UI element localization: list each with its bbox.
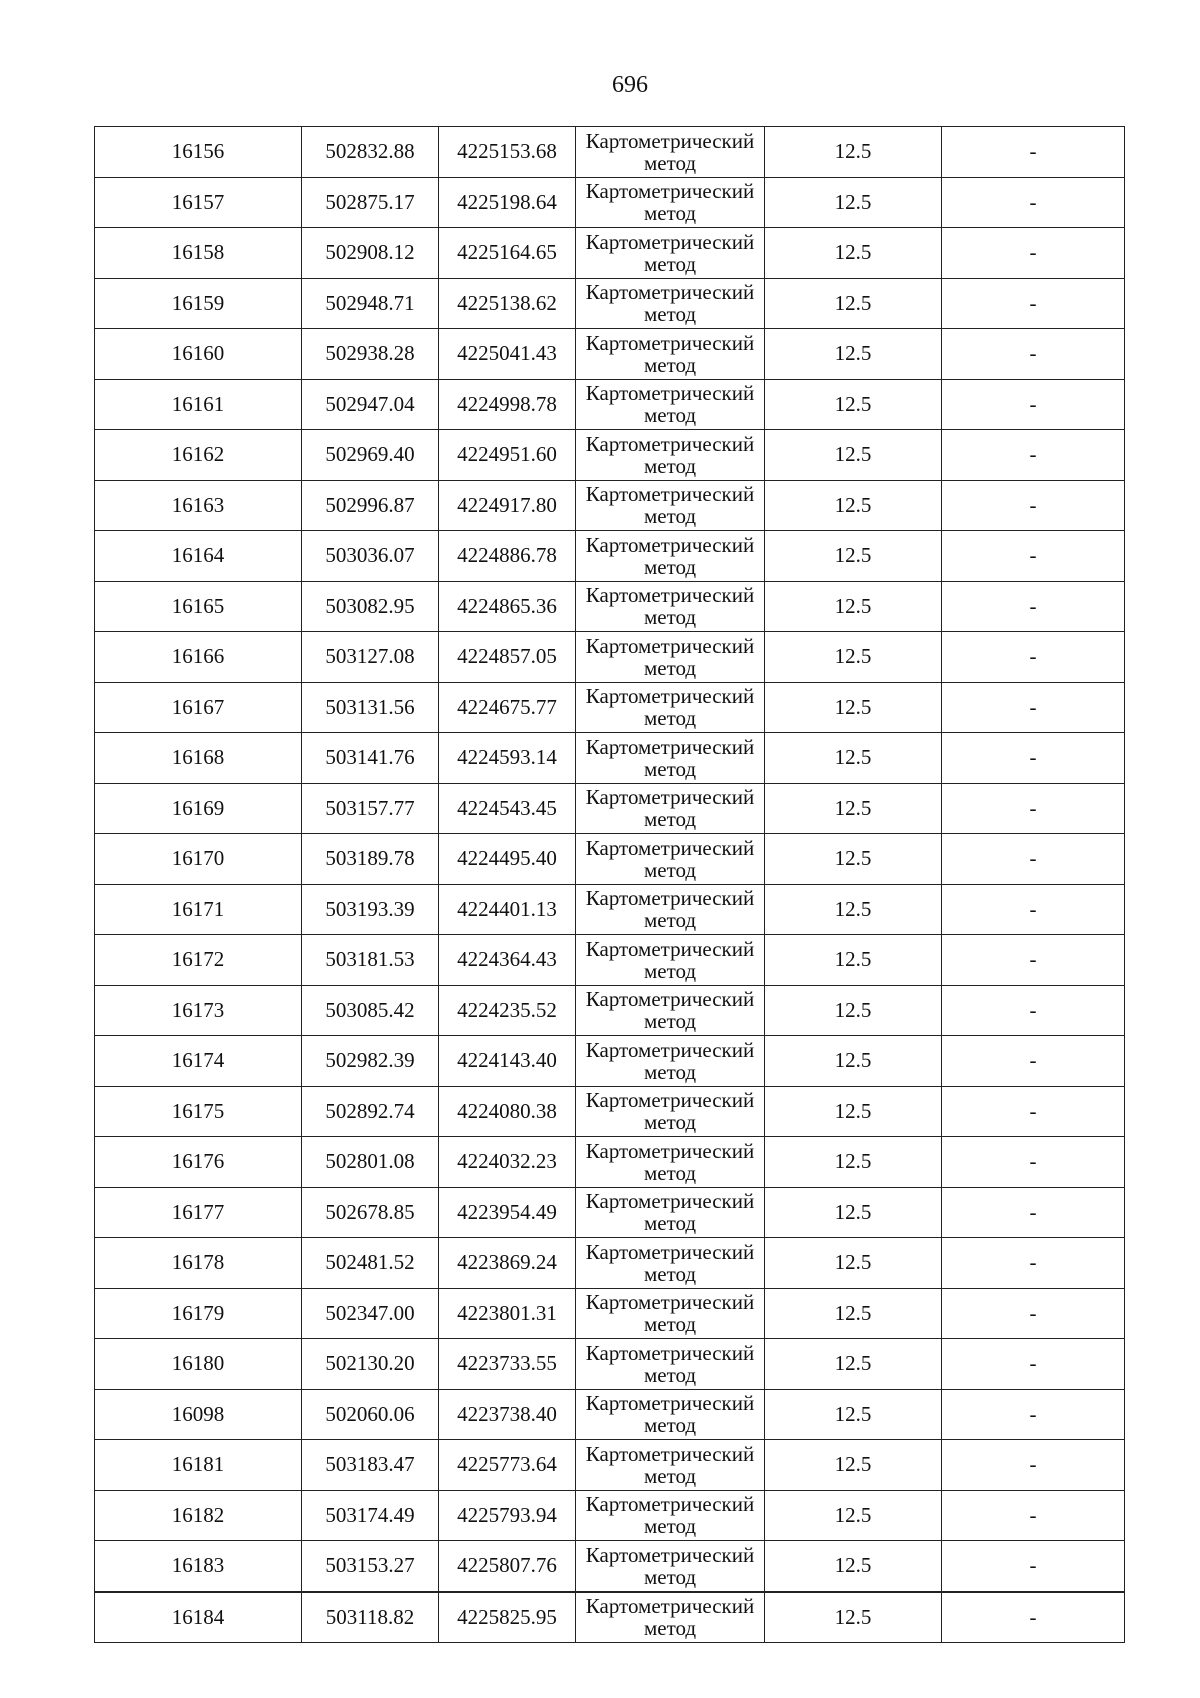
x-coordinate-cell: 503183.47 bbox=[302, 1440, 439, 1491]
y-coordinate-cell: 4225153.68 bbox=[439, 127, 576, 178]
note-cell: - bbox=[942, 632, 1125, 683]
y-coordinate-cell: 4225807.76 bbox=[439, 1541, 576, 1592]
note-cell: - bbox=[942, 1389, 1125, 1440]
x-coordinate-cell: 503085.42 bbox=[302, 985, 439, 1036]
note-cell: - bbox=[942, 127, 1125, 178]
x-coordinate-cell: 502948.71 bbox=[302, 278, 439, 329]
method-line-2: метод bbox=[643, 251, 697, 276]
point-number-cell: 16166 bbox=[95, 632, 302, 683]
x-coordinate-cell: 502982.39 bbox=[302, 1036, 439, 1087]
point-number-cell: 16183 bbox=[95, 1541, 302, 1592]
note-cell: - bbox=[942, 884, 1125, 935]
precision-cell: 12.5 bbox=[765, 682, 942, 733]
y-coordinate-cell: 4225138.62 bbox=[439, 278, 576, 329]
method-line-2: метод bbox=[643, 756, 697, 781]
point-number-cell: 16175 bbox=[95, 1086, 302, 1137]
y-coordinate-cell: 4224364.43 bbox=[439, 935, 576, 986]
y-coordinate-cell: 4223801.31 bbox=[439, 1288, 576, 1339]
x-coordinate-cell: 502347.00 bbox=[302, 1288, 439, 1339]
method-cell bbox=[576, 985, 765, 1036]
precision-cell: 12.5 bbox=[765, 1187, 942, 1238]
y-coordinate-cell: 4224857.05 bbox=[439, 632, 576, 683]
table-row bbox=[95, 1086, 1125, 1137]
x-coordinate-cell: 503189.78 bbox=[302, 834, 439, 885]
note-cell: - bbox=[942, 834, 1125, 885]
method-cell bbox=[576, 1339, 765, 1390]
table-row bbox=[95, 1187, 1125, 1238]
method-cell bbox=[576, 1440, 765, 1491]
x-coordinate-cell: 503131.56 bbox=[302, 682, 439, 733]
point-number-cell: 16169 bbox=[95, 783, 302, 834]
method-line-1: Картометрический bbox=[585, 431, 755, 456]
method-cell bbox=[576, 935, 765, 986]
method-line-1: Картометрический bbox=[585, 128, 755, 153]
point-number-cell: 16167 bbox=[95, 682, 302, 733]
method-line-2: метод bbox=[643, 1009, 697, 1034]
note-cell: - bbox=[942, 329, 1125, 380]
table-row bbox=[95, 1036, 1125, 1087]
table-row bbox=[95, 531, 1125, 582]
point-number-cell: 16158 bbox=[95, 228, 302, 279]
coordinates-table bbox=[94, 126, 1125, 1643]
method-line-1: Картометрический bbox=[585, 1037, 755, 1062]
x-coordinate-cell: 503082.95 bbox=[302, 581, 439, 632]
point-number-cell: 16170 bbox=[95, 834, 302, 885]
precision-cell: 12.5 bbox=[765, 1036, 942, 1087]
table-row bbox=[95, 783, 1125, 834]
method-line-2: метод bbox=[643, 807, 697, 832]
method-cell bbox=[576, 480, 765, 531]
point-number-cell: 16181 bbox=[95, 1440, 302, 1491]
method-line-1: Картометрический bbox=[585, 229, 755, 254]
method-line-2: метод bbox=[643, 605, 697, 630]
table-row bbox=[95, 884, 1125, 935]
note-cell: - bbox=[942, 682, 1125, 733]
table-row bbox=[95, 430, 1125, 481]
table-row bbox=[95, 1137, 1125, 1188]
method-line-2: метод bbox=[643, 352, 697, 377]
note-cell: - bbox=[942, 480, 1125, 531]
method-cell bbox=[576, 531, 765, 582]
precision-cell: 12.5 bbox=[765, 1389, 942, 1440]
method-line-2: метод bbox=[643, 655, 697, 680]
precision-cell: 12.5 bbox=[765, 935, 942, 986]
method-cell bbox=[576, 1389, 765, 1440]
note-cell: - bbox=[942, 379, 1125, 430]
point-number-cell: 16178 bbox=[95, 1238, 302, 1289]
table-row bbox=[95, 329, 1125, 380]
note-cell: - bbox=[942, 430, 1125, 481]
point-number-cell: 16174 bbox=[95, 1036, 302, 1087]
method-cell bbox=[576, 581, 765, 632]
method-line-2: метод bbox=[643, 1564, 697, 1589]
method-line-2: метод bbox=[643, 403, 697, 428]
method-line-1: Картометрический bbox=[585, 1138, 755, 1163]
note-cell: - bbox=[942, 228, 1125, 279]
table-row bbox=[95, 1490, 1125, 1541]
point-number-cell: 16171 bbox=[95, 884, 302, 935]
method-cell bbox=[576, 1288, 765, 1339]
table-row bbox=[95, 682, 1125, 733]
method-cell bbox=[576, 1137, 765, 1188]
y-coordinate-cell: 4225773.64 bbox=[439, 1440, 576, 1491]
method-line-2: метод bbox=[643, 201, 697, 226]
method-cell bbox=[576, 177, 765, 228]
method-cell bbox=[576, 1086, 765, 1137]
method-line-2: метод bbox=[643, 908, 697, 933]
note-cell: - bbox=[942, 1339, 1125, 1390]
method-line-1: Картометрический bbox=[585, 633, 755, 658]
note-cell: - bbox=[942, 1036, 1125, 1087]
y-coordinate-cell: 4224917.80 bbox=[439, 480, 576, 531]
note-cell: - bbox=[942, 1086, 1125, 1137]
method-line-2: метод bbox=[643, 1211, 697, 1236]
method-line-2: метод bbox=[643, 1514, 697, 1539]
y-coordinate-cell: 4224998.78 bbox=[439, 379, 576, 430]
table-row bbox=[95, 581, 1125, 632]
point-number-cell: 16179 bbox=[95, 1288, 302, 1339]
precision-cell: 12.5 bbox=[765, 783, 942, 834]
x-coordinate-cell: 503193.39 bbox=[302, 884, 439, 935]
method-line-1: Картометрический bbox=[585, 684, 755, 709]
y-coordinate-cell: 4225793.94 bbox=[439, 1490, 576, 1541]
method-line-1: Картометрический bbox=[585, 1542, 755, 1567]
method-cell bbox=[576, 1490, 765, 1541]
table-row bbox=[95, 228, 1125, 279]
method-line-1: Картометрический bbox=[585, 482, 755, 507]
x-coordinate-cell: 502996.87 bbox=[302, 480, 439, 531]
method-line-1: Картометрический bbox=[585, 734, 755, 759]
point-number-cell: 16176 bbox=[95, 1137, 302, 1188]
method-line-1: Картометрический bbox=[585, 1391, 755, 1416]
x-coordinate-cell: 502678.85 bbox=[302, 1187, 439, 1238]
table-row bbox=[95, 935, 1125, 986]
table-row bbox=[95, 1541, 1125, 1592]
precision-cell: 12.5 bbox=[765, 228, 942, 279]
x-coordinate-cell: 503153.27 bbox=[302, 1541, 439, 1592]
method-cell bbox=[576, 1187, 765, 1238]
method-line-2: метод bbox=[643, 1110, 697, 1135]
method-cell bbox=[576, 733, 765, 784]
table-row bbox=[95, 278, 1125, 329]
method-line-1: Картометрический bbox=[585, 1239, 755, 1264]
point-number-cell: 16164 bbox=[95, 531, 302, 582]
method-line-1: Картометрический bbox=[585, 1290, 755, 1315]
point-number-cell: 16165 bbox=[95, 581, 302, 632]
precision-cell: 12.5 bbox=[765, 581, 942, 632]
method-line-1: Картометрический bbox=[585, 1340, 755, 1365]
point-number-cell: 16163 bbox=[95, 480, 302, 531]
table-row bbox=[95, 1389, 1125, 1440]
table-row bbox=[95, 1592, 1125, 1643]
method-line-1: Картометрический bbox=[585, 785, 755, 810]
x-coordinate-cell: 502801.08 bbox=[302, 1137, 439, 1188]
method-line-2: метод bbox=[643, 453, 697, 478]
point-number-cell: 16161 bbox=[95, 379, 302, 430]
y-coordinate-cell: 4224951.60 bbox=[439, 430, 576, 481]
method-cell bbox=[576, 783, 765, 834]
method-cell bbox=[576, 127, 765, 178]
point-number-cell: 16180 bbox=[95, 1339, 302, 1390]
note-cell: - bbox=[942, 1238, 1125, 1289]
method-line-2: метод bbox=[643, 1059, 697, 1084]
y-coordinate-cell: 4223954.49 bbox=[439, 1187, 576, 1238]
method-line-1: Картометрический bbox=[585, 1594, 755, 1619]
method-line-2: метод bbox=[643, 1413, 697, 1438]
method-cell bbox=[576, 379, 765, 430]
table-row bbox=[95, 733, 1125, 784]
table-row bbox=[95, 127, 1125, 178]
point-number-cell: 16182 bbox=[95, 1490, 302, 1541]
method-line-2: метод bbox=[643, 1312, 697, 1337]
x-coordinate-cell: 502875.17 bbox=[302, 177, 439, 228]
method-line-2: метод bbox=[643, 504, 697, 529]
note-cell: - bbox=[942, 1541, 1125, 1592]
method-cell bbox=[576, 430, 765, 481]
method-line-1: Картометрический bbox=[585, 886, 755, 911]
precision-cell: 12.5 bbox=[765, 1440, 942, 1491]
method-cell bbox=[576, 228, 765, 279]
method-line-2: метод bbox=[643, 1463, 697, 1488]
method-line-2: метод bbox=[643, 1261, 697, 1286]
x-coordinate-cell: 503157.77 bbox=[302, 783, 439, 834]
x-coordinate-cell: 503174.49 bbox=[302, 1490, 439, 1541]
method-cell bbox=[576, 278, 765, 329]
precision-cell: 12.5 bbox=[765, 480, 942, 531]
x-coordinate-cell: 502130.20 bbox=[302, 1339, 439, 1390]
precision-cell: 12.5 bbox=[765, 177, 942, 228]
y-coordinate-cell: 4224235.52 bbox=[439, 985, 576, 1036]
y-coordinate-cell: 4225164.65 bbox=[439, 228, 576, 279]
point-number-cell: 16098 bbox=[95, 1389, 302, 1440]
precision-cell: 12.5 bbox=[765, 329, 942, 380]
y-coordinate-cell: 4224865.36 bbox=[439, 581, 576, 632]
y-coordinate-cell: 4223738.40 bbox=[439, 1389, 576, 1440]
y-coordinate-cell: 4224593.14 bbox=[439, 733, 576, 784]
precision-cell: 12.5 bbox=[765, 1086, 942, 1137]
method-line-1: Картометрический bbox=[585, 179, 755, 204]
precision-cell: 12.5 bbox=[765, 430, 942, 481]
method-line-1: Картометрический bbox=[585, 583, 755, 608]
method-line-1: Картометрический bbox=[585, 1088, 755, 1113]
note-cell: - bbox=[942, 177, 1125, 228]
precision-cell: 12.5 bbox=[765, 531, 942, 582]
x-coordinate-cell: 503181.53 bbox=[302, 935, 439, 986]
coordinates-table-body bbox=[95, 127, 1125, 1643]
y-coordinate-cell: 4225198.64 bbox=[439, 177, 576, 228]
table-row bbox=[95, 1288, 1125, 1339]
page-number: 696 bbox=[612, 72, 648, 98]
precision-cell: 12.5 bbox=[765, 985, 942, 1036]
precision-cell: 12.5 bbox=[765, 632, 942, 683]
y-coordinate-cell: 4225825.95 bbox=[439, 1592, 576, 1643]
method-line-2: метод bbox=[643, 958, 697, 983]
precision-cell: 12.5 bbox=[765, 834, 942, 885]
method-cell bbox=[576, 682, 765, 733]
x-coordinate-cell: 503118.82 bbox=[302, 1592, 439, 1643]
y-coordinate-cell: 4224543.45 bbox=[439, 783, 576, 834]
method-line-1: Картометрический bbox=[585, 1189, 755, 1214]
method-cell bbox=[576, 1036, 765, 1087]
precision-cell: 12.5 bbox=[765, 127, 942, 178]
table-row bbox=[95, 1238, 1125, 1289]
x-coordinate-cell: 503127.08 bbox=[302, 632, 439, 683]
x-coordinate-cell: 502060.06 bbox=[302, 1389, 439, 1440]
y-coordinate-cell: 4224401.13 bbox=[439, 884, 576, 935]
table-row bbox=[95, 834, 1125, 885]
point-number-cell: 16159 bbox=[95, 278, 302, 329]
method-cell bbox=[576, 1592, 765, 1643]
table-row bbox=[95, 480, 1125, 531]
precision-cell: 12.5 bbox=[765, 1541, 942, 1592]
method-line-1: Картометрический bbox=[585, 835, 755, 860]
method-line-2: метод bbox=[643, 1160, 697, 1185]
note-cell: - bbox=[942, 1187, 1125, 1238]
y-coordinate-cell: 4223733.55 bbox=[439, 1339, 576, 1390]
method-line-2: метод bbox=[643, 1616, 697, 1641]
method-cell bbox=[576, 329, 765, 380]
x-coordinate-cell: 502832.88 bbox=[302, 127, 439, 178]
table-row bbox=[95, 985, 1125, 1036]
note-cell: - bbox=[942, 1137, 1125, 1188]
table-row bbox=[95, 1440, 1125, 1491]
point-number-cell: 16156 bbox=[95, 127, 302, 178]
method-line-2: метод bbox=[643, 150, 697, 175]
x-coordinate-cell: 502947.04 bbox=[302, 379, 439, 430]
note-cell: - bbox=[942, 1440, 1125, 1491]
point-number-cell: 16184 bbox=[95, 1592, 302, 1643]
note-cell: - bbox=[942, 1288, 1125, 1339]
method-line-2: метод bbox=[643, 302, 697, 327]
method-line-1: Картометрический bbox=[585, 1441, 755, 1466]
point-number-cell: 16173 bbox=[95, 985, 302, 1036]
method-cell bbox=[576, 834, 765, 885]
table-row bbox=[95, 379, 1125, 430]
y-coordinate-cell: 4224032.23 bbox=[439, 1137, 576, 1188]
x-coordinate-cell: 503036.07 bbox=[302, 531, 439, 582]
y-coordinate-cell: 4224143.40 bbox=[439, 1036, 576, 1087]
x-coordinate-cell: 502908.12 bbox=[302, 228, 439, 279]
method-line-1: Картометрический bbox=[585, 532, 755, 557]
method-line-2: метод bbox=[643, 554, 697, 579]
note-cell: - bbox=[942, 733, 1125, 784]
precision-cell: 12.5 bbox=[765, 1137, 942, 1188]
table-row bbox=[95, 1339, 1125, 1390]
x-coordinate-cell: 502969.40 bbox=[302, 430, 439, 481]
precision-cell: 12.5 bbox=[765, 733, 942, 784]
method-line-1: Картометрический bbox=[585, 381, 755, 406]
method-cell bbox=[576, 1238, 765, 1289]
point-number-cell: 16168 bbox=[95, 733, 302, 784]
point-number-cell: 16172 bbox=[95, 935, 302, 986]
precision-cell: 12.5 bbox=[765, 1490, 942, 1541]
point-number-cell: 16157 bbox=[95, 177, 302, 228]
y-coordinate-cell: 4224675.77 bbox=[439, 682, 576, 733]
x-coordinate-cell: 502481.52 bbox=[302, 1238, 439, 1289]
point-number-cell: 16177 bbox=[95, 1187, 302, 1238]
note-cell: - bbox=[942, 581, 1125, 632]
table-row bbox=[95, 177, 1125, 228]
note-cell: - bbox=[942, 935, 1125, 986]
note-cell: - bbox=[942, 783, 1125, 834]
precision-cell: 12.5 bbox=[765, 1288, 942, 1339]
precision-cell: 12.5 bbox=[765, 379, 942, 430]
point-number-cell: 16162 bbox=[95, 430, 302, 481]
precision-cell: 12.5 bbox=[765, 1339, 942, 1390]
method-line-2: метод bbox=[643, 1362, 697, 1387]
y-coordinate-cell: 4224080.38 bbox=[439, 1086, 576, 1137]
note-cell: - bbox=[942, 985, 1125, 1036]
method-line-1: Картометрический bbox=[585, 987, 755, 1012]
note-cell: - bbox=[942, 1490, 1125, 1541]
note-cell: - bbox=[942, 278, 1125, 329]
method-cell bbox=[576, 1541, 765, 1592]
y-coordinate-cell: 4225041.43 bbox=[439, 329, 576, 380]
precision-cell: 12.5 bbox=[765, 278, 942, 329]
x-coordinate-cell: 502938.28 bbox=[302, 329, 439, 380]
method-line-1: Картометрический bbox=[585, 1492, 755, 1517]
precision-cell: 12.5 bbox=[765, 884, 942, 935]
y-coordinate-cell: 4223869.24 bbox=[439, 1238, 576, 1289]
table-row bbox=[95, 632, 1125, 683]
precision-cell: 12.5 bbox=[765, 1238, 942, 1289]
x-coordinate-cell: 502892.74 bbox=[302, 1086, 439, 1137]
point-number-cell: 16160 bbox=[95, 329, 302, 380]
method-line-1: Картометрический bbox=[585, 280, 755, 305]
method-cell bbox=[576, 632, 765, 683]
y-coordinate-cell: 4224495.40 bbox=[439, 834, 576, 885]
method-line-2: метод bbox=[643, 706, 697, 731]
y-coordinate-cell: 4224886.78 bbox=[439, 531, 576, 582]
method-line-2: метод bbox=[643, 857, 697, 882]
method-cell bbox=[576, 884, 765, 935]
x-coordinate-cell: 503141.76 bbox=[302, 733, 439, 784]
note-cell: - bbox=[942, 1592, 1125, 1643]
precision-cell: 12.5 bbox=[765, 1592, 942, 1643]
note-cell: - bbox=[942, 531, 1125, 582]
method-line-1: Картометрический bbox=[585, 936, 755, 961]
method-line-1: Картометрический bbox=[585, 330, 755, 355]
